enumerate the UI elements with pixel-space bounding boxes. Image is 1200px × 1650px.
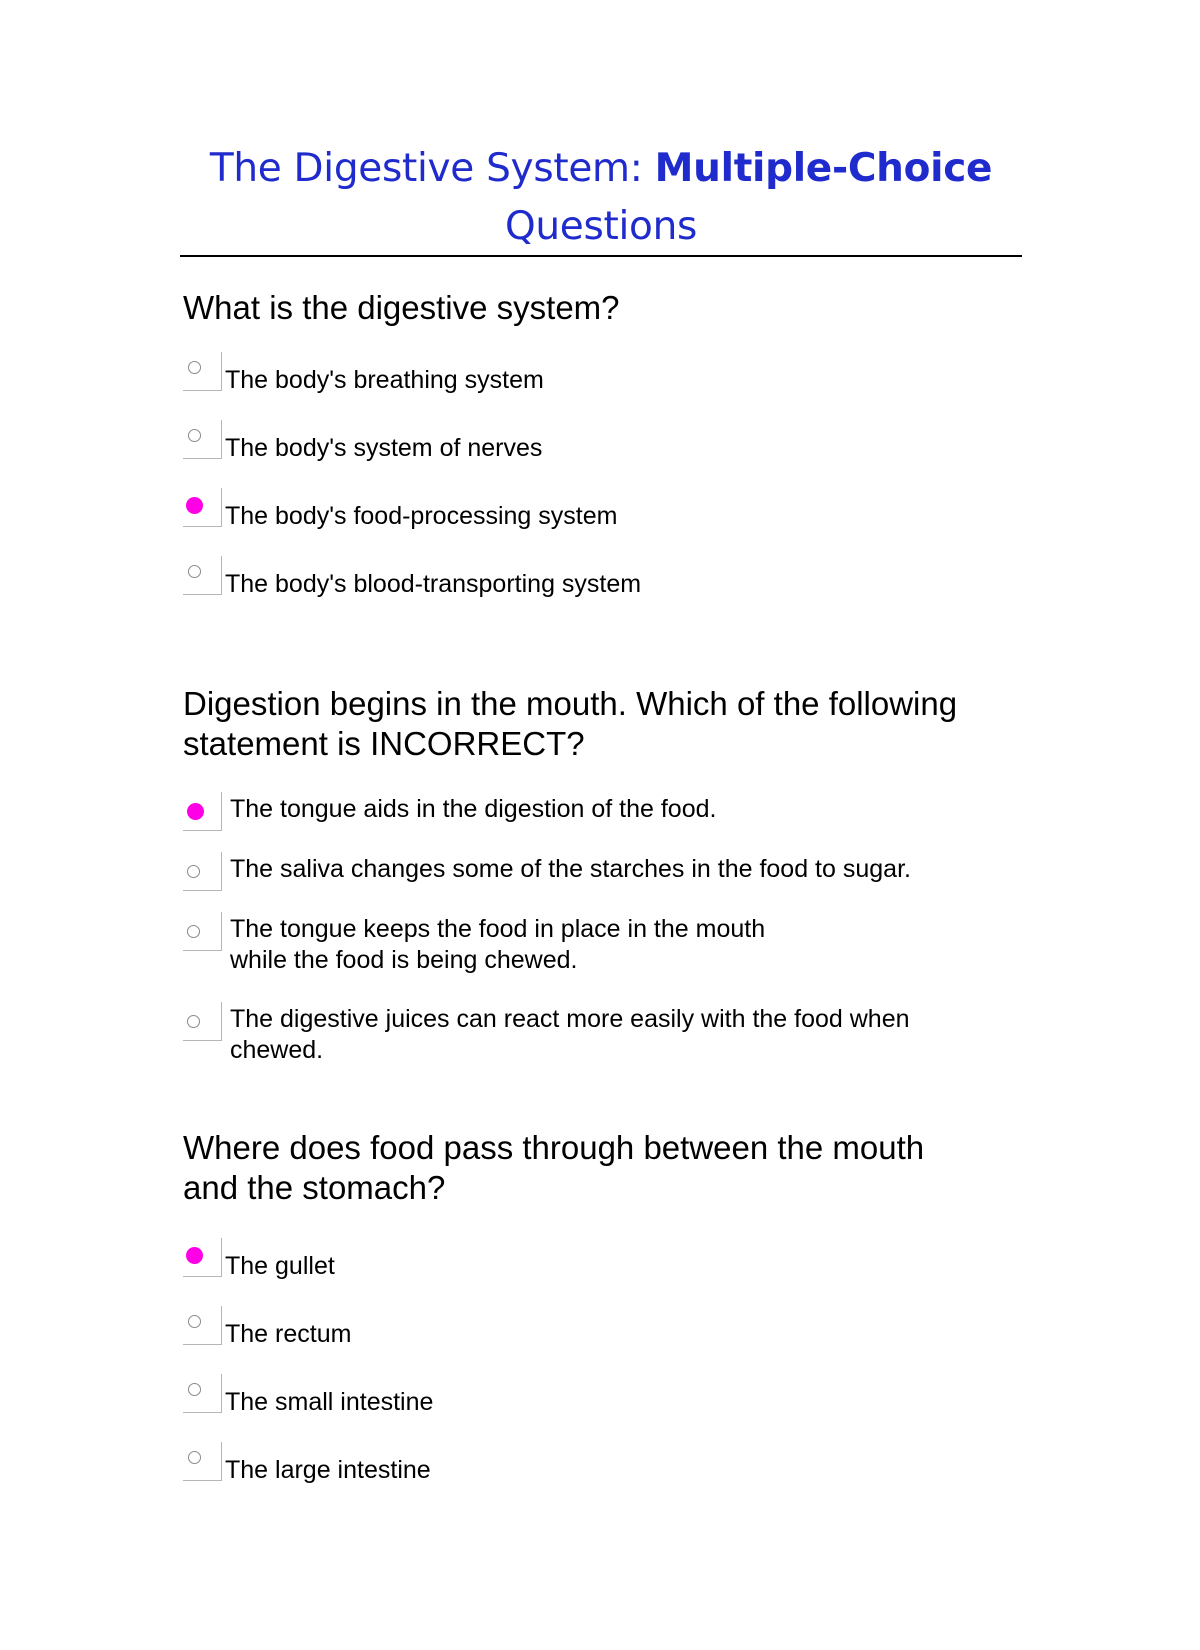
option-label-line-1: The digestive juices can react more easily with the food when [230,1005,910,1033]
question-2-text [183,684,1023,764]
option-label: The rectum [225,1320,352,1348]
option-label: The body's breathing system [225,366,544,394]
option-label [230,1004,910,1066]
radio-button-selected[interactable] [186,497,203,514]
radio-button[interactable] [188,565,201,578]
option-label [230,914,765,976]
title-part2: Multiple-Choice [654,146,993,191]
radio-cell [183,1238,222,1277]
radio-cell [183,912,222,951]
radio-cell [183,792,222,831]
question-3-option-4[interactable] [183,1442,583,1482]
radio-cell [183,1374,222,1413]
option-label: The body's blood-transporting system [225,570,642,598]
radio-cell [183,1002,222,1041]
question-2-option-2[interactable] [183,852,963,892]
question-1-option-1[interactable] [183,352,743,392]
question-3-text [183,1128,1023,1208]
question-2-line-2: statement is INCORRECT? [183,725,585,762]
question-2-option-3[interactable] [183,912,963,972]
radio-cell [183,556,222,595]
option-label: The small intestine [225,1388,434,1416]
radio-cell [183,352,222,391]
option-label: The tongue aids in the digestion of the food. [230,795,717,823]
radio-cell [183,420,222,459]
radio-button[interactable] [188,1315,201,1328]
radio-button[interactable] [188,361,201,374]
option-label: The body's food-processing system [225,502,618,530]
question-3-option-1[interactable] [183,1238,583,1278]
option-label-line-2: chewed. [230,1036,324,1064]
radio-cell [183,1442,222,1481]
question-3-option-2[interactable] [183,1306,583,1346]
radio-button-selected[interactable] [187,803,204,820]
title-divider [180,255,1022,257]
radio-button[interactable] [187,865,200,878]
option-label-line-2: while the food is being chewed. [230,946,578,974]
option-label: The body's system of nerves [225,434,543,462]
option-label: The large intestine [225,1456,431,1484]
option-label: The saliva changes some of the starches in the food to sugar. [230,855,911,883]
question-3-line-1: Where does food pass through between the mouth [183,1129,925,1166]
title-part1: The Digestive System: [209,146,655,191]
question-2-option-4[interactable] [183,1002,963,1062]
title-part3: Questions [504,204,698,249]
question-3-line-2: and the stomach? [183,1169,446,1206]
question-1-option-2[interactable] [183,420,743,460]
question-2-option-1[interactable] [183,792,743,832]
question-2-line-1: Digestion begins in the mouth. Which of the following [183,685,958,722]
radio-button[interactable] [187,925,200,938]
radio-cell [183,852,222,891]
option-label-line-1: The tongue keeps the food in place in the mouth [230,915,766,943]
question-3-option-3[interactable] [183,1374,583,1414]
option-label: The gullet [225,1252,335,1280]
question-1-text: What is the digestive system? [183,289,620,326]
radio-button[interactable] [188,1451,201,1464]
radio-button[interactable] [188,429,201,442]
radio-cell [183,488,222,527]
question-1-option-4[interactable] [183,556,843,596]
page-title [180,140,1022,256]
radio-cell [183,1306,222,1345]
radio-button-selected[interactable] [186,1247,203,1264]
radio-button[interactable] [188,1383,201,1396]
radio-button[interactable] [187,1015,200,1028]
question-1-option-3[interactable] [183,488,803,528]
